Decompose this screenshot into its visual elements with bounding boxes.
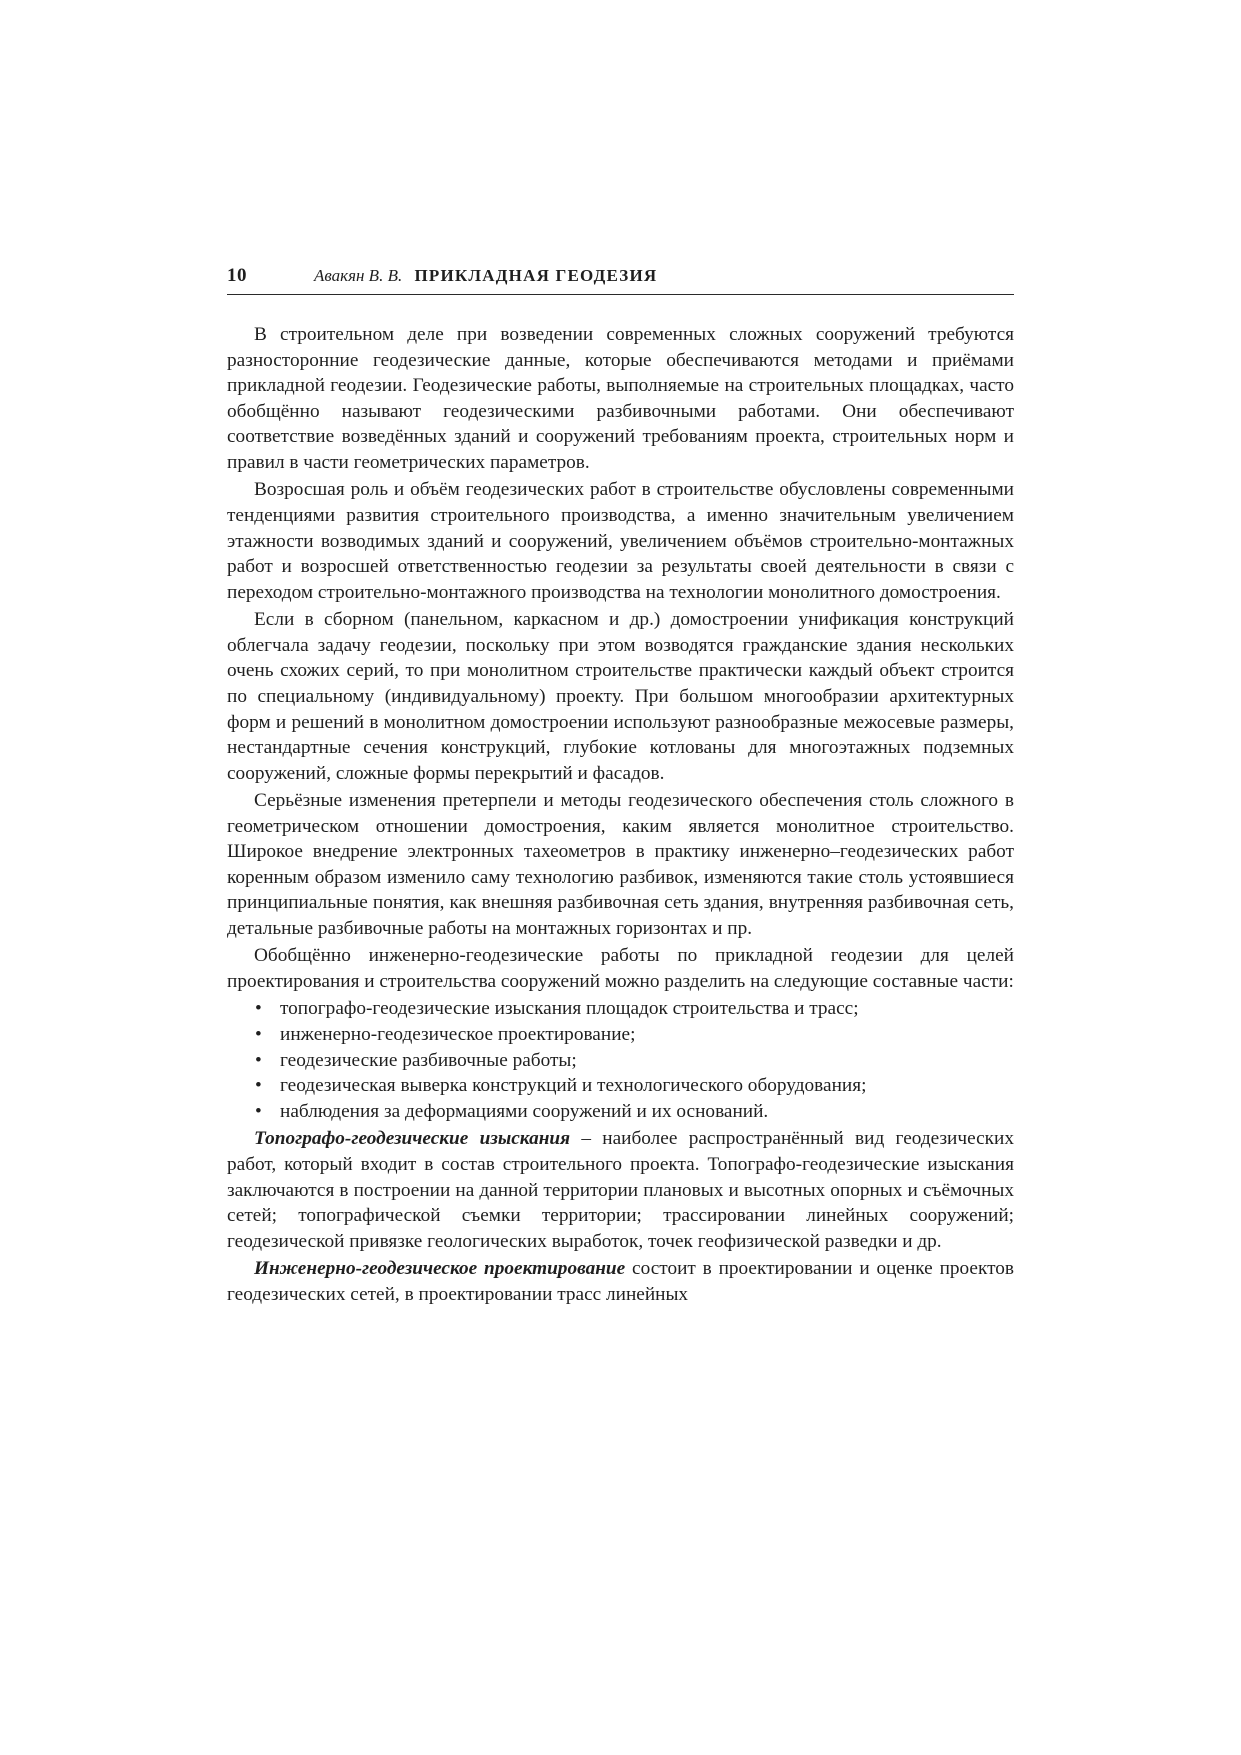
bullet-icon: • bbox=[255, 1024, 262, 1046]
list-item-text: геодезическая выверка конструкций и технологического оборудования; bbox=[280, 1075, 867, 1097]
paragraph: Возросшая роль и объём геодезических работ в строительстве обусловлены современными тенденциями развития строительного производства, а именно значительным увеличением этажности возводимых зданий и сооружений, увеличением объёмов строительно-монтажных работ и возросшей ответственностью геодезии за результаты своей деятельности в связи с переходом строительно-монтажного производства на технологии монолитного домостроения. bbox=[227, 479, 1014, 603]
definition-term: Топографо-геодезические изыскания bbox=[254, 1128, 571, 1150]
page-body bbox=[227, 322, 1014, 1309]
definition-paragraph bbox=[227, 1126, 1014, 1254]
running-header bbox=[227, 262, 1014, 295]
paragraph: В строительном деле при возведении современных сложных сооружений требуются разносторонние геодезические данные, которые обеспечиваются методами и приёмами прикладной геодезии. Геодезические работы, выполняемые на строительных площадках, часто обобщённо называют геодезическими разбивочными работами. Они обеспечивают соответствие возведённых зданий и сооружений требованиям проекта, строительных норм и правил в части геометрических параметров. bbox=[227, 324, 1014, 473]
book-title: ПРИКЛАДНАЯ ГЕОДЕЗИЯ bbox=[414, 266, 658, 285]
paragraph: Серьёзные изменения претерпели и методы геодезического обеспечения столь сложного в геометрическом отношении домостроения, каким является монолитное строительство. Широкое внедрение электронных тахеометров в практику инженерно–геодезических работ коренным образом изменило саму технологию разбивок, изменяются такие столь устоявшиеся принципиальные понятия, как внешняя разбивочная сеть здания, внутренняя разбивочная сеть, детальные разбивочные работы на монтажных горизонтах и пр. bbox=[227, 790, 1014, 940]
list-item bbox=[227, 1073, 1014, 1099]
bullet-list bbox=[227, 996, 1014, 1124]
list-item-text: наблюдения за деформациями сооружений и их оснований. bbox=[280, 1100, 769, 1122]
paragraph: Если в сборном (панельном, каркасном и др.) домостроении унификация конструкций облегчала задачу геодезии, поскольку при этом возводятся гражданские здания нескольких очень схожих серий, то при монолитном строительстве практически каждый объект строится по специальному (индивидуальному) проекту. При большом многообразии архитектурных форм и решений в монолитном домостроении используют разнообразные межосевые размеры, нестандартные сечения конструкций, глубокие котлованы для многоэтажных подземных сооружений, сложные формы перекрытий и фасадов. bbox=[227, 609, 1014, 784]
definition-text: – наиболее распространённый вид геодезических работ, который входит в состав строительного проекта. Топографо-геодезические изыскания заключаются в построении на данной территории плановых и высотных опорных и съёмочных сетей; топографической съемки территории; трассировании линейных сооружений; геодезической привязке геологических выработок, точек геофизической разведки и др. bbox=[227, 1128, 1014, 1252]
definition-text: состоит в проектировании и оценке проектов геодезических сетей, в проектировании трасс линейных bbox=[227, 1258, 1014, 1305]
list-item bbox=[227, 1022, 1014, 1048]
list-item bbox=[227, 996, 1014, 1022]
list-item-text: инженерно-геодезическое проектирование; bbox=[280, 1024, 636, 1046]
definition-term: Инженерно-геодезическое проектирование bbox=[254, 1258, 626, 1280]
list-item bbox=[227, 1099, 1014, 1125]
paragraph: Обобщённо инженерно-геодезические работы по прикладной геодезии для целей проектирования и строительства сооружений можно разделить на следующие составные части: bbox=[227, 945, 1014, 993]
bullet-icon: • bbox=[255, 1075, 262, 1097]
bullet-icon: • bbox=[255, 1100, 262, 1122]
book-author: Авакян В. В. bbox=[314, 266, 403, 285]
list-item-text: топографо-геодезические изыскания площадок строительства и трасс; bbox=[280, 998, 859, 1020]
running-head bbox=[314, 266, 657, 286]
list-item bbox=[227, 1048, 1014, 1074]
page-number: 10 bbox=[227, 265, 247, 286]
list-item-text: геодезические разбивочные работы; bbox=[280, 1049, 577, 1071]
bullet-icon: • bbox=[255, 1049, 262, 1071]
bullet-icon: • bbox=[255, 998, 262, 1020]
definition-paragraph bbox=[227, 1256, 1014, 1307]
